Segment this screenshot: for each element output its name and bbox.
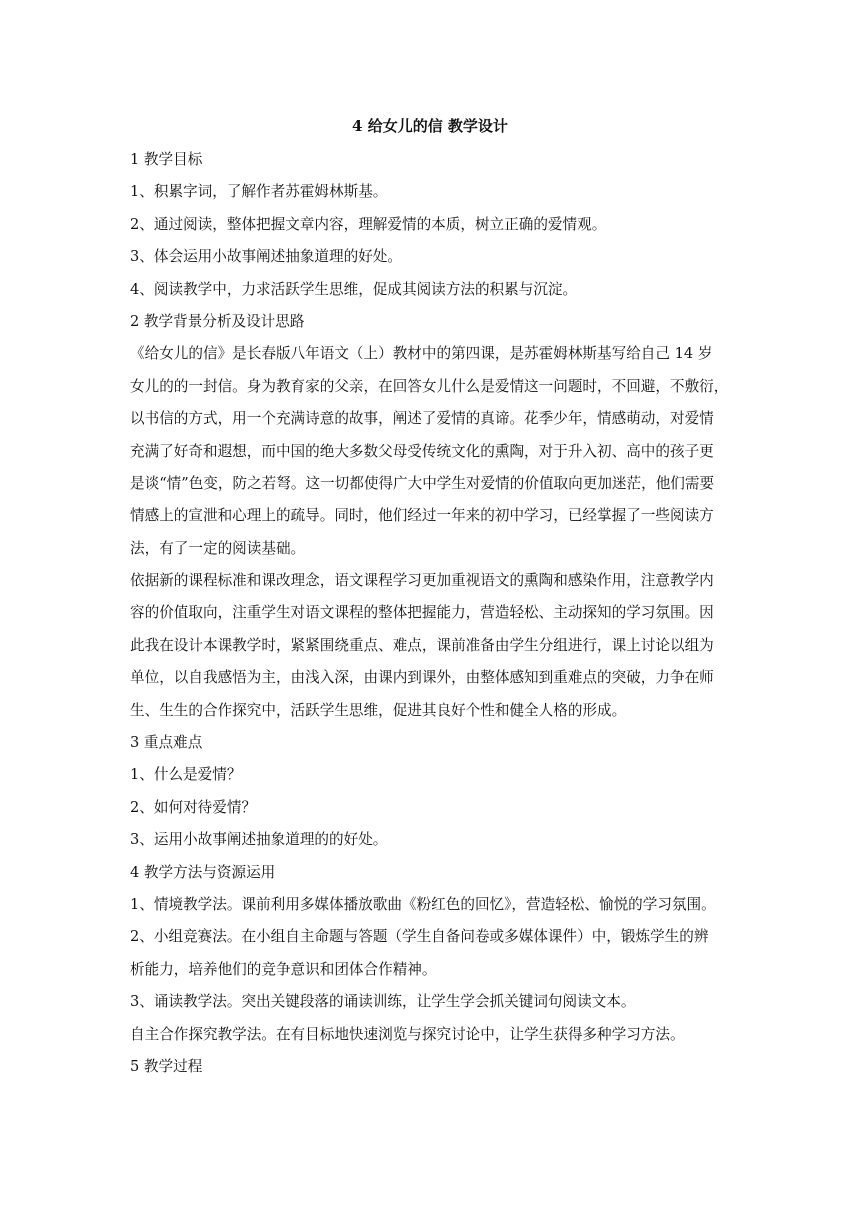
section-heading-goals: 1 教学目标 bbox=[130, 151, 203, 168]
goal-item: 2、通过阅读，整体把握文章内容，理解爱情的本质，树立正确的爱情观。 bbox=[130, 215, 607, 233]
goal-item: 1、积累字词，了解作者苏霍姆林斯基。 bbox=[130, 183, 388, 201]
key-point-item: 3、运用小故事阐述抽象道理的的好处。 bbox=[130, 831, 388, 849]
paragraph-line: 依据新的课程标准和课改理念，语文课程学习更加重视语文的熏陶和感染作用，注意教学内 bbox=[130, 572, 714, 590]
method-line: 自主合作探究教学法。在有目标地快速浏览与探究讨论中，让学生获得多种学习方法。 bbox=[130, 1025, 685, 1043]
key-point-item: 2、如何对待爱情？ bbox=[130, 798, 257, 816]
paragraph-line: 此我在设计本课教学时，紧紧围绕重点、难点，课前准备由学生分组进行，课上讨论以组为 bbox=[130, 636, 714, 654]
paragraph-line: 《给女儿的信》是长春版八年语文（上）教材中的第四课，是苏霍姆林斯基写给自己 14 岁 bbox=[130, 345, 713, 363]
paragraph-line: 以书信的方式，用一个充满诗意的故事，阐述了爱情的真谛。花季少年，情感萌动，对爱情 bbox=[130, 410, 714, 428]
design-paragraph bbox=[130, 565, 730, 727]
section-heading-background: 2 教学背景分析及设计思路 bbox=[130, 312, 305, 330]
section-heading-methods: 4 教学方法与资源运用 bbox=[130, 863, 276, 881]
section-heading-process: 5 教学过程 bbox=[130, 1057, 203, 1075]
goal-item: 4、阅读教学中，力求活跃学生思维，促成其阅读方法的积累与沉淀。 bbox=[130, 280, 578, 298]
method-line: 3、诵读教学法。突出关键段落的诵读训练，让学生学会抓关键词句阅读文本。 bbox=[130, 993, 636, 1011]
paragraph-line: 是谈“情”色变，防之若弩。这一切都使得广大中学生对爱情的价值取向更加迷茫，他们需要 bbox=[130, 474, 715, 492]
paragraph-line: 法，有了一定的阅读基础。 bbox=[130, 539, 306, 557]
background-paragraph bbox=[130, 338, 730, 565]
paragraph-line: 充满了好奇和遐想，而中国的绝大多数父母受传统文化的熏陶，对于升入初、高中的孩子更 bbox=[130, 442, 714, 460]
method-line: 1、情境教学法。课前利用多媒体播放歌曲《粉红色的回忆》，营造轻松、愉悦的学习氛围。 bbox=[130, 895, 716, 913]
paragraph-line: 生、生生的合作探究中，活跃学生思维，促进其良好个性和健全人格的形成。 bbox=[130, 701, 627, 719]
method-line: 析能力，培养他们的竞争意识和团体合作精神。 bbox=[130, 960, 437, 978]
goal-item: 3、体会运用小故事阐述抽象道理的好处。 bbox=[130, 248, 402, 266]
paragraph-line: 单位，以自我感悟为主，由浅入深，由课内到课外，由整体感知到重难点的突破，力争在师 bbox=[130, 669, 714, 687]
document-title: 4 给女儿的信 教学设计 bbox=[352, 117, 508, 135]
section-heading-key-points: 3 重点难点 bbox=[130, 734, 203, 752]
paragraph-line: 女儿的的一封信。身为教育家的父亲，在回答女儿什么是爱情这一问题时，不回避，不敷衍， bbox=[130, 377, 729, 395]
key-point-item: 1、什么是爱情？ bbox=[130, 766, 242, 784]
method-line: 2、小组竞赛法。在小组自主命题与答题（学生自备问卷或多媒体课件）中，锻炼学生的辨 bbox=[130, 928, 709, 946]
paragraph-line: 容的价值取向，注重学生对语文课程的整体把握能力，营造轻松、主动探知的学习氛围。因 bbox=[130, 604, 714, 622]
paragraph-line: 情感上的宣泄和心理上的疏导。同时，他们经过一年来的初中学习，已经掌握了一些阅读方 bbox=[130, 507, 714, 525]
